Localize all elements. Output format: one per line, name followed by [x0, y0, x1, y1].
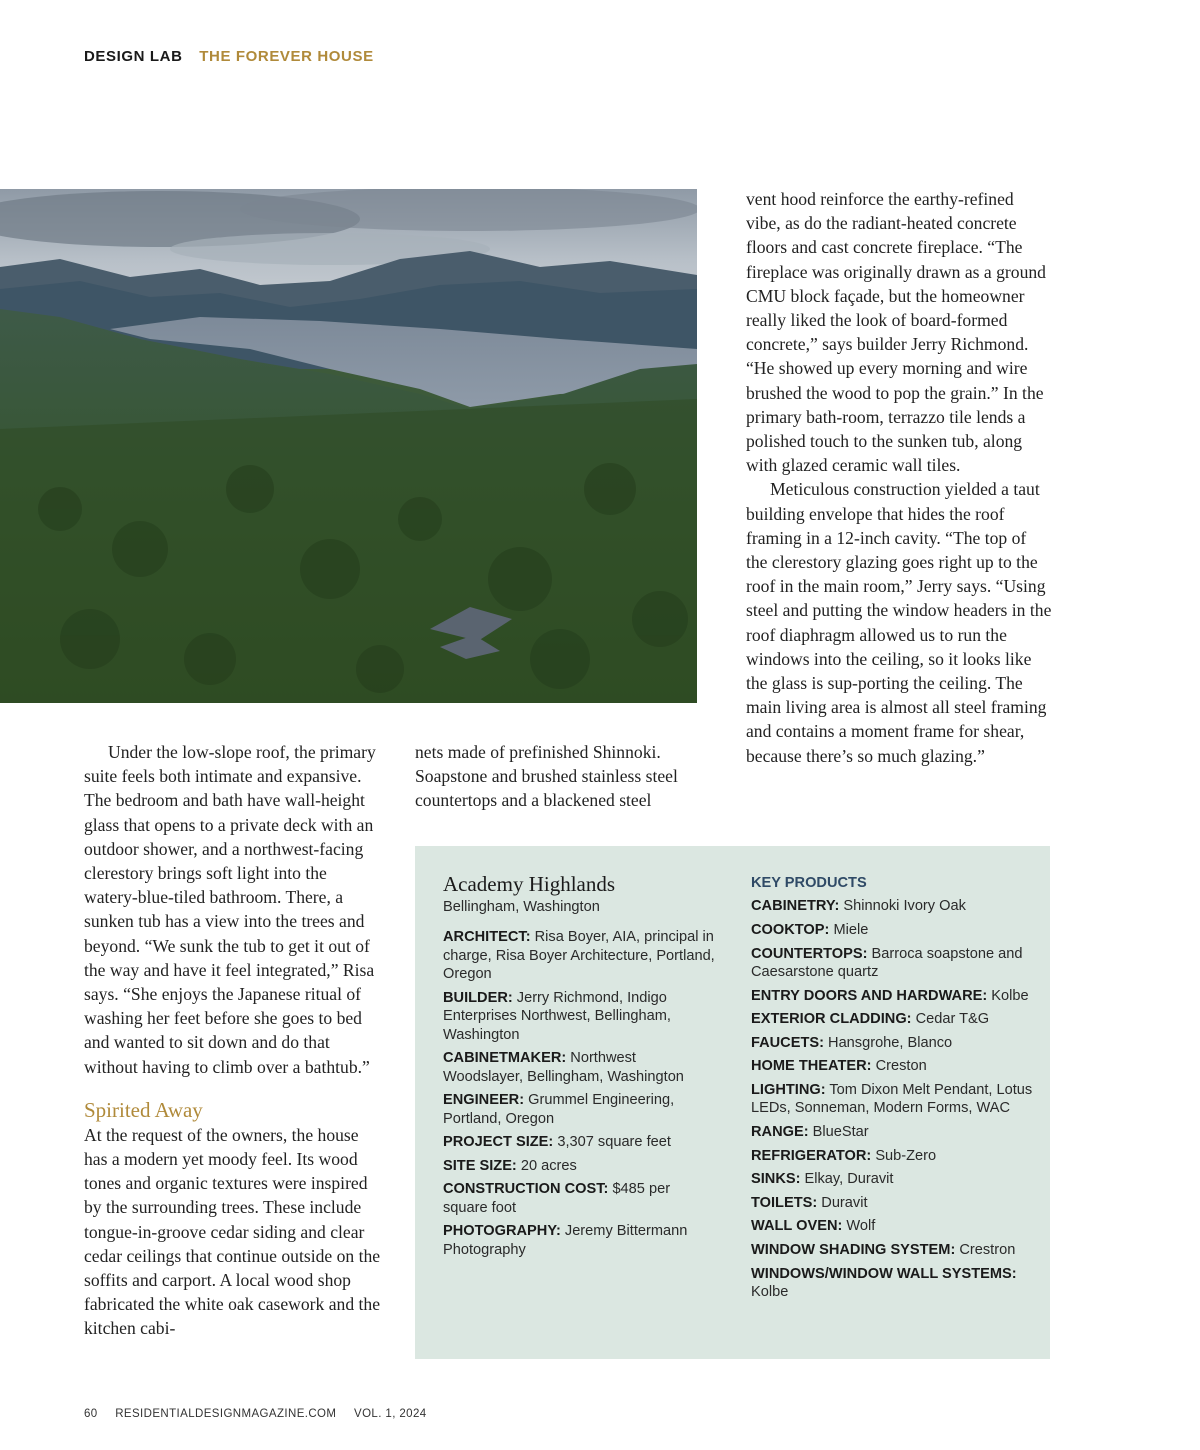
product-label: FAUCETS:: [751, 1034, 824, 1051]
project-sidebar: [415, 846, 1050, 1359]
column-3: [746, 187, 1052, 768]
column-1: [84, 740, 384, 1341]
product-label: COOKTOP:: [751, 922, 830, 938]
product-value: Crestron: [955, 1241, 1016, 1258]
body-paragraph: Under the low-slope roof, the primary suite feels both intimate and expansive. The bedroom and bath have wall-height glass that opens to a private deck with an outdoor shower, and a northwest-facing clerestory brings soft light into the watery-blue-tiled bathroom. There, a sunken tub has a view into the trees and beyond. “We sunk the tub to get it out of the way and have it feel integrated,” Risa says. “She enjoys the Japanese ritual of washing her feet before she goes to bed and wanted to sit down and do that without having to climb over a bathtub.”: [84, 742, 376, 1077]
product-item: [751, 921, 1036, 939]
product-label: TOILETS:: [751, 1194, 818, 1211]
website: RESIDENTIALDESIGNMAGAZINE.COM: [115, 1408, 337, 1420]
credit-item: [443, 1091, 715, 1128]
product-label: WALL OVEN:: [751, 1218, 843, 1235]
product-item: [751, 987, 1036, 1005]
product-item: [751, 1034, 1036, 1052]
body-paragraph: Meticulous construction yielded a taut building envelope that hides the roof framing in a 12-inch cavity. “The top of the clerestory glazing goes right up to the roof in the main room,” Jerry says. “Using steel and putting the window headers in the roof diaphragm allowed us to run the windows into the ceiling, so it looks like the glass is sup-porting the ceiling. The main living area is almost all steel framing and contains a moment frame for shear, because there’s so much glazing.”: [746, 479, 1052, 766]
product-item: [751, 897, 1036, 915]
product-value: Wolf: [842, 1218, 876, 1235]
credit-item: [443, 928, 715, 983]
credit-item: [443, 1133, 715, 1151]
credit-item: [443, 1049, 715, 1086]
credit-value: $485 per square foot: [443, 1181, 671, 1216]
product-item: [751, 1265, 1036, 1302]
product-label: RANGE:: [751, 1123, 809, 1140]
product-value: Kolbe: [987, 987, 1029, 1004]
product-label: ENTRY DOORS AND HARDWARE:: [751, 987, 988, 1004]
product-value: Cedar T&G: [911, 1011, 990, 1028]
series-label: THE FOREVER HOUSE: [199, 48, 374, 65]
product-item: [751, 1147, 1036, 1165]
project-location: Bellingham, Washington: [443, 899, 600, 915]
credit-label: ARCHITECT:: [443, 929, 531, 946]
product-label: HOME THEATER:: [751, 1058, 872, 1075]
section-label: DESIGN LAB: [84, 48, 183, 65]
products-list: [751, 897, 1036, 1301]
product-label: CABINETRY:: [751, 898, 840, 915]
credit-label: SITE SIZE:: [443, 1157, 517, 1174]
product-item: [751, 1010, 1036, 1028]
issue-label: VOL. 1, 2024: [354, 1408, 427, 1420]
credit-label: PROJECT SIZE:: [443, 1134, 554, 1151]
product-item: [751, 1194, 1036, 1212]
product-value: BlueStar: [808, 1123, 869, 1140]
product-label: EXTERIOR CLADDING:: [751, 1011, 912, 1028]
body-paragraph: At the request of the owners, the house has a modern yet moody feel. Its wood tones and organic textures were inspired by the surrounding trees. These include tongue-in-groove cedar siding and clear cedar ceilings that continue outside on the soffits and carport. A local wood shop fabricated the white oak casework and the kitchen cabi-: [84, 1124, 381, 1339]
product-item: [751, 945, 1036, 982]
column-2: [415, 740, 715, 813]
product-value: Creston: [871, 1058, 927, 1075]
credit-item: [443, 1180, 715, 1217]
product-value: Hansgrohe, Blanco: [823, 1034, 953, 1051]
credit-label: PHOTOGRAPHY:: [443, 1223, 561, 1240]
product-item: [751, 1123, 1036, 1141]
product-item: [751, 1170, 1036, 1188]
product-value: Miele: [829, 922, 869, 938]
project-title: Academy Highlands: [443, 872, 616, 896]
page-footer: [84, 1408, 441, 1420]
credit-value: 3,307 square feet: [553, 1134, 671, 1151]
credit-label: BUILDER:: [443, 989, 513, 1006]
credit-value: Northwest Woodslayer, Bellingham, Washington: [443, 1050, 684, 1085]
project-credits: [443, 872, 715, 1264]
product-item: [751, 1217, 1036, 1235]
credit-item: [443, 989, 715, 1044]
product-item: [751, 1057, 1036, 1075]
credits-list: [443, 928, 715, 1259]
credit-item: [443, 1157, 715, 1175]
product-value: Sub-Zero: [871, 1147, 937, 1164]
product-value: Duravit: [817, 1194, 868, 1211]
credit-value: Jerry Richmond, Indigo Enterprises Northwest, Bellingham, Washington: [443, 989, 671, 1043]
product-label: COUNTERTOPS:: [751, 945, 868, 962]
credit-value: 20 acres: [516, 1157, 577, 1174]
credit-value: Grummel Engineering, Portland, Oregon: [443, 1092, 675, 1127]
key-products: [751, 874, 1036, 1307]
product-item: [751, 1081, 1036, 1118]
credit-label: ENGINEER:: [443, 1092, 525, 1109]
credit-item: [443, 1222, 715, 1259]
aerial-landscape-photo: [0, 189, 697, 703]
body-paragraph: nets made of prefinished Shinnoki. Soapstone and brushed stainless steel countertops and a blackened steel: [415, 742, 678, 811]
product-label: WINDOW SHADING SYSTEM:: [751, 1241, 956, 1258]
product-value: Shinnoki Ivory Oak: [839, 898, 966, 915]
running-header: [84, 48, 374, 65]
product-value: Elkay, Duravit: [800, 1171, 894, 1188]
credit-value: Risa Boyer, AIA, principal in charge, Risa Boyer Architecture, Portland, Oregon: [443, 929, 715, 983]
body-paragraph: vent hood reinforce the earthy-refined vibe, as do the radiant-heated concrete floors and cast concrete fireplace. “The fireplace was originally drawn as a ground CMU block façade, but the homeowner really liked the look of board-formed concrete,” says builder Jerry Richmond. “He showed up every morning and wire brushed the wood to pop the grain.” In the primary bath-room, terrazzo tile lends a polished touch to the sunken tub, along with glazed ceramic wall tiles.: [746, 189, 1046, 476]
subhead: Spirited Away: [84, 1097, 203, 1122]
credit-label: CABINETMAKER:: [443, 1050, 567, 1067]
page-number: 60: [84, 1408, 98, 1420]
product-label: WINDOWS/WINDOW WALL SYSTEMS:: [751, 1265, 1017, 1282]
product-value: Tom Dixon Melt Pendant, Lotus LEDs, Sonneman, Modern Forms, WAC: [751, 1081, 1033, 1117]
product-item: [751, 1241, 1036, 1259]
product-label: SINKS:: [751, 1171, 801, 1188]
product-value: Barroca soapstone and Caesarstone quartz: [751, 945, 1023, 980]
credit-label: CONSTRUCTION COST:: [443, 1181, 609, 1198]
credit-value: Jeremy Bittermann Photography: [443, 1223, 688, 1258]
product-label: LIGHTING:: [751, 1081, 826, 1098]
product-value: Kolbe: [751, 1283, 789, 1300]
product-label: REFRIGERATOR:: [751, 1147, 872, 1164]
products-heading: KEY PRODUCTS: [751, 875, 867, 891]
